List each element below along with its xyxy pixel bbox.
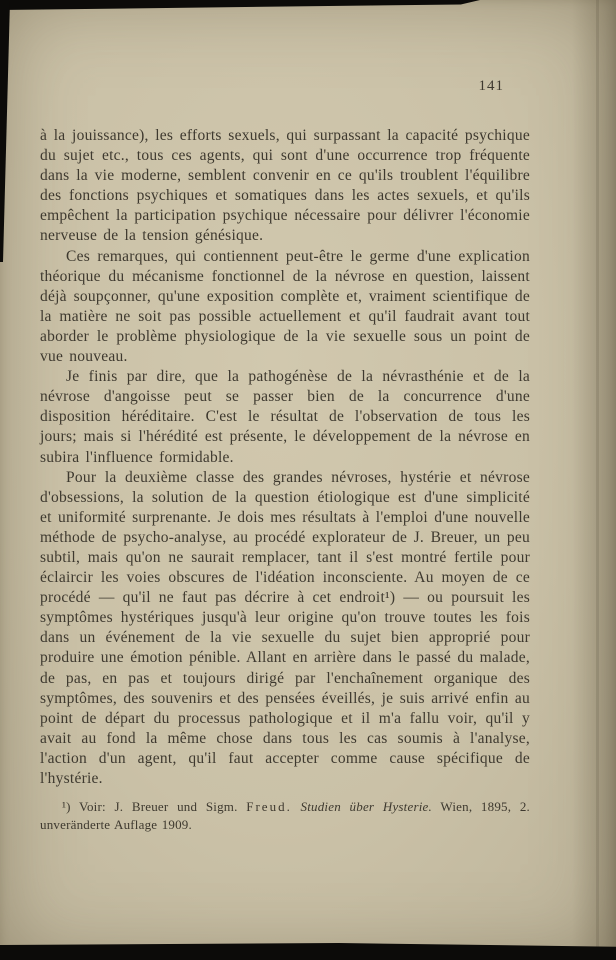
paragraph-pathogenese: Je finis par dire, que la pathogénèse de la névrasthénie et de la névrose d'angoisse peut se passer bien de la concurrence d'une disposition héréditaire. C'est le résultat de l'observation de tous les jours; mais si l'hérédité est présente, le développement de la névrose en subira l'influence formidable. (40, 368, 530, 466)
paragraph-remarques: Ces remarques, qui contiennent peut-être le germe d'une explication théorique du mécanisme fonctionnel de la névrose en question, laissent déjà soupçonner, qu'une exposition complète et, vraiment scientifique de la matière ne soit pas possible actuellement et qu'il faudrait avant tout aborder le problème physiologique de la vie sexuelle sous un point de vue nouveau. (40, 247, 530, 366)
body-text (40, 126, 530, 789)
footnote (40, 798, 530, 834)
footnote-space (292, 799, 301, 814)
footnote-title-italic: Studien über Hysterie. (300, 799, 432, 815)
footnote-author-spaced: Freud. (246, 799, 292, 815)
footnote-reference-text: ¹) Voir: J. Breuer und Sigm. (62, 799, 247, 815)
scan-edge-bottom (0, 943, 616, 960)
page-number: 141 (478, 78, 504, 94)
paragraph-continuation: à la jouissance), les efforts sexuels, qui surpassant la capacité psychique du sujet etc., tous ces agents, qui sont d'une occurrence trop fréquente dans la vie moderne, semblent convenir en ce qu'ils troublent l'équilibre des fonctions psychiques et somatiques dans les actes sexuels, et qu'ils empêchent la participation psychique nécessaire pour délivrer l'économie nerveuse de la tension génésique. (40, 127, 530, 245)
footnote-publication-info: Wien, 1895, 2. unveränderte Auflage 1909. (40, 799, 530, 833)
paragraph-deuxieme-classe: Pour la deuxième classe des grandes névroses, hystérie et névrose d'obsessions, la solution de la question étiologique est d'une simplicité et uniformité surprenante. Je dois mes résultats à l'emploi d'une nouvelle méthode de psycho-analyse, au procédé explorateur de J. Breuer, un peu subtil, mais qu'on ne saurait remplacer, tant il s'est montré fertile pour éclaircir les voies obscures de l'idéation inconsciente. Au moyen de ce procédé — qu'il ne faut pas décrire à cet endroit¹) — ou poursuit les symptômes hystériques jusqu'à leur origine qu'on trouve toutes les fois dans un événement de la vie sexuelle du sujet bien approprié pour produire une émotion pénible. Allant en arrière dans le passé du malade, de pas, en pas et toujours dirigé par l'enchaînement organique des symptômes, des souvenirs et des pensées éveillés, je suis arrivé enfin au point de départ du processus pathologique et il m'a fallu voir, qu'il y avait au fond la même chose dans tous les cas soumis à l'analyse, l'action d'un agent, qu'il faut accepter comme cause spécifique de l'hystérie. (40, 468, 530, 787)
